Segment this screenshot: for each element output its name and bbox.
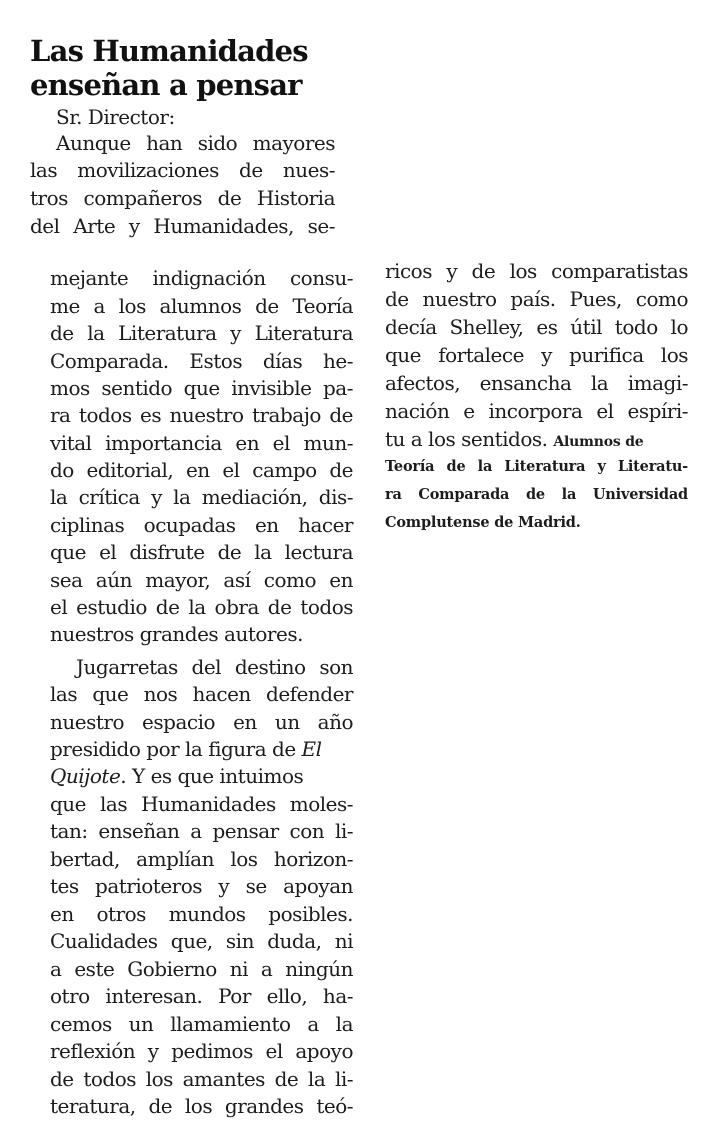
- headline-line-1: Las Humanidades: [30, 34, 308, 68]
- text-line: sea aún mayor, así como en: [50, 568, 353, 592]
- text-line: tes patrioteros y se apoyan: [50, 874, 353, 898]
- text-line: tros compañeros de Historia: [30, 186, 335, 210]
- text-line: Aunque han sido mayores: [56, 131, 335, 155]
- text-line: las movilizaciones de nues-: [30, 158, 335, 182]
- text-line: Jugarretas del destino son: [76, 655, 353, 679]
- text-line: mos sentido que invisible pa-: [50, 376, 353, 400]
- text-line: [50, 736, 353, 762]
- text-line: ra todos es nuestro trabajo de: [50, 403, 353, 427]
- text-line: Cualidades que, sin duda, ni: [50, 929, 353, 953]
- signature-line: Teoría de la Literatura y Literatu-: [385, 458, 688, 475]
- signature-line: ra Comparada de la Universidad: [385, 486, 688, 503]
- text-line: de todos los amantes de la li-: [50, 1067, 353, 1091]
- signature-start: Alumnos de: [553, 434, 644, 450]
- text-fragment: tu a los sentidos.: [385, 427, 548, 451]
- text-line: que las Humanidades moles-: [50, 792, 353, 816]
- text-line: [385, 426, 688, 452]
- text-line: ciplinas ocupadas en hacer: [50, 513, 353, 537]
- text-line: que fortalece y purifica los: [385, 343, 688, 367]
- text-line: cemos un llamamiento a la: [50, 1012, 353, 1036]
- text-line: [50, 763, 353, 789]
- text-line: me a los alumnos de Teoría: [50, 294, 353, 318]
- text-line: Comparada. Estos días he-: [50, 349, 353, 373]
- book-title-fragment: El: [301, 737, 322, 761]
- signature-line: Complutense de Madrid.: [385, 514, 581, 531]
- text-line: otro interesan. Por ello, ha-: [50, 984, 353, 1008]
- text-line: de nuestro país. Pues, como: [385, 287, 688, 311]
- text-line: nuestros grandes autores.: [50, 622, 303, 646]
- text-line: tan: enseñan a pensar con li-: [50, 819, 353, 843]
- text-line: vital importancia en el mun-: [50, 431, 353, 455]
- text-line: reflexión y pedimos el apoyo: [50, 1039, 353, 1063]
- text-line: en otros mundos posibles.: [50, 902, 353, 926]
- text-line: mejante indignación consu-: [50, 266, 353, 290]
- headline-line-2: enseñan a pensar: [30, 68, 302, 102]
- salutation: Sr. Director:: [56, 105, 175, 129]
- text-line: do editorial, en el campo de: [50, 458, 353, 482]
- text-line: a este Gobierno ni a ningún: [50, 957, 353, 981]
- text-line: nación e incorpora el espíri-: [385, 399, 688, 423]
- article-headline: [30, 34, 308, 102]
- text-line: del Arte y Humanidades, se-: [30, 214, 335, 238]
- text-line: nuestro espacio en un año: [50, 710, 353, 734]
- text-line: que el disfrute de la lectura: [50, 540, 353, 564]
- text-line: la crítica y la mediación, dis-: [50, 485, 353, 509]
- text-fragment: presidido por la figura de: [50, 737, 296, 761]
- book-title-fragment: Quijote: [50, 764, 121, 788]
- text-fragment: . Y es que intuimos: [120, 764, 304, 788]
- text-line: el estudio de la obra de todos: [50, 595, 353, 619]
- text-line: ricos y de los comparatistas: [385, 259, 688, 283]
- text-line: las que nos hacen defender: [50, 682, 353, 706]
- text-line: decía Shelley, es útil todo lo: [385, 315, 688, 339]
- text-line: teratura, de los grandes teó-: [50, 1094, 353, 1118]
- text-line: de la Literatura y Literatura: [50, 321, 353, 345]
- text-line: afectos, ensancha la imagi-: [385, 371, 688, 395]
- text-line: bertad, amplían los horizon-: [50, 847, 353, 871]
